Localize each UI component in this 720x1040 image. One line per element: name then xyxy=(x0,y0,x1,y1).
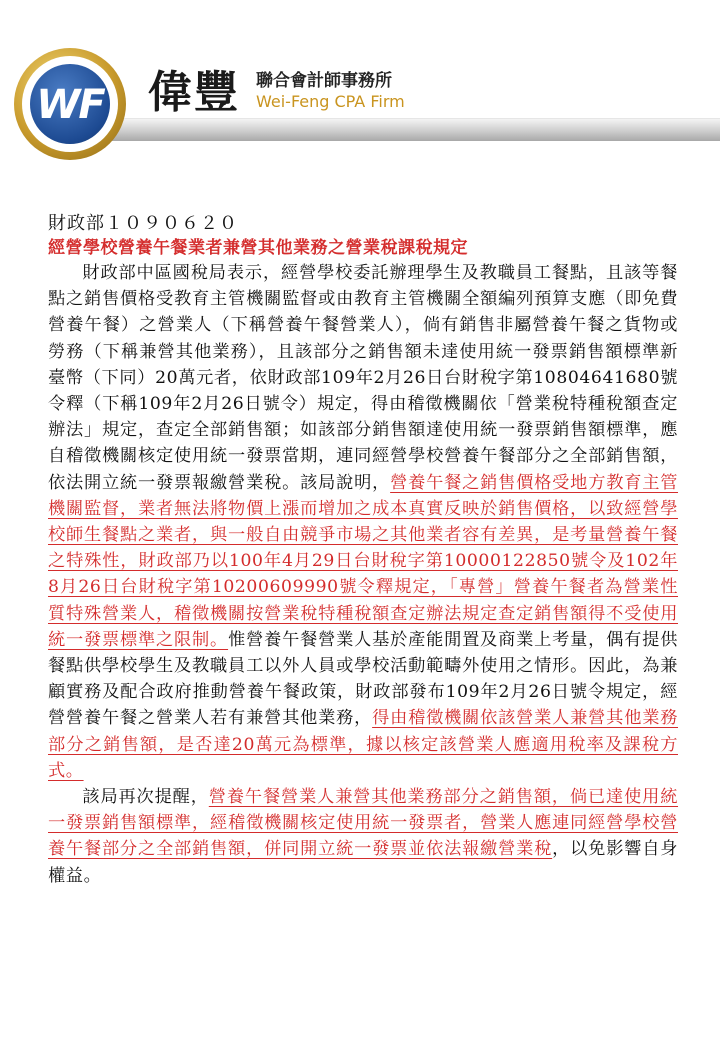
paragraph-text: 惟營養午餐營業人基於產能閒置及商業上考量，偶有提供餐點供學校學生及教職員工以外人員或學校活動範疇外使用之情形。因此，為兼顧實務及配合政府推動營養午餐政策，財政部發布109年2月26日號令規定，經營營養午餐之營業人若有兼營其他業務， xyxy=(48,629,678,729)
article xyxy=(48,212,678,889)
document-number: 財政部１０９０６２０ xyxy=(48,213,238,234)
highlighted-text: 營養午餐營業人兼營其他業務部分之銷售額，倘已達使用統一發票銷售額標準，經稽徵機關核定使用統一發票者，營業人應連同經營學校營養午餐部分之全部銷售額，併同開立統一發票並依法報繳營業稅 xyxy=(48,787,679,860)
paragraph-text: ，以免影響自身權益。 xyxy=(48,839,678,886)
brand-subtitle-cn: 聯合會計師事務所 xyxy=(256,71,392,91)
paragraph-text: 該局再次提醒， xyxy=(82,787,209,808)
article-title: 經營學校營養午餐業者兼營其他業務之營業稅課稅規定 xyxy=(48,238,468,258)
paragraph-2 xyxy=(48,784,678,889)
highlighted-text: 得由稽徵機關依該營業人兼營其他業務部分之銷售額，是否達20萬元為標準，據以核定該營業人應適用稅率及課稅方式。 xyxy=(48,708,678,781)
logo-text: WF xyxy=(36,82,104,128)
paragraph-text: 財政部中區國稅局表示，經營學校委託辦理學生及教職員工餐點，且該等餐點之銷售價格受教育主管機關監督或由教育主管機關全額編列預算支應（即免費營養午餐）之營業人（下稱營養午餐營業人），倘有銷售非屬營養午餐之貨物或勞務（下稱兼營其他業務），且該部分之銷售額未達使用統一發票銷售額標準新臺幣（下同）20萬元者，依財政部109年2月26日台財稅字第10804641680號令釋（下稱109年2月26日號令）規定，得由稽徵機關依「營業稅特種稅額查定辦法」規定，查定全部銷售額；如該部分銷售額達使用統一發票銷售額標準，應自稽徵機關核定使用統一發票當期，連同經營學校營養午餐部分之全部銷售額，依法開立統一發票報繳營業稅。該局說明， xyxy=(48,263,678,493)
letterhead xyxy=(0,0,720,150)
brand-name: 偉豐 xyxy=(148,67,240,118)
highlighted-text: 營養午餐之銷售價格受地方教育主管機關監督，業者無法將物價上漲而增加之成本真實反映於銷售價格，以致經營學校師生餐點之業者，與一般自由競爭市場之其他業者容有差異，是考量營養午餐之特殊性，財政部乃以100年4月29日台財稅字第10000122850號令及102年8月26日台財稅字第10200609990號令釋規定，「專營」營養午餐者為營業性質特殊營業人，稽徵機關按營業稅特種稅額查定辦法規定查定銷售額得不受使用統一發票標準之限制。 xyxy=(48,472,679,650)
header-bar xyxy=(60,118,720,141)
firm-logo xyxy=(14,48,126,160)
paragraph-1 xyxy=(48,260,678,784)
brand-subtitle-en: Wei-Feng CPA Firm xyxy=(256,92,405,111)
